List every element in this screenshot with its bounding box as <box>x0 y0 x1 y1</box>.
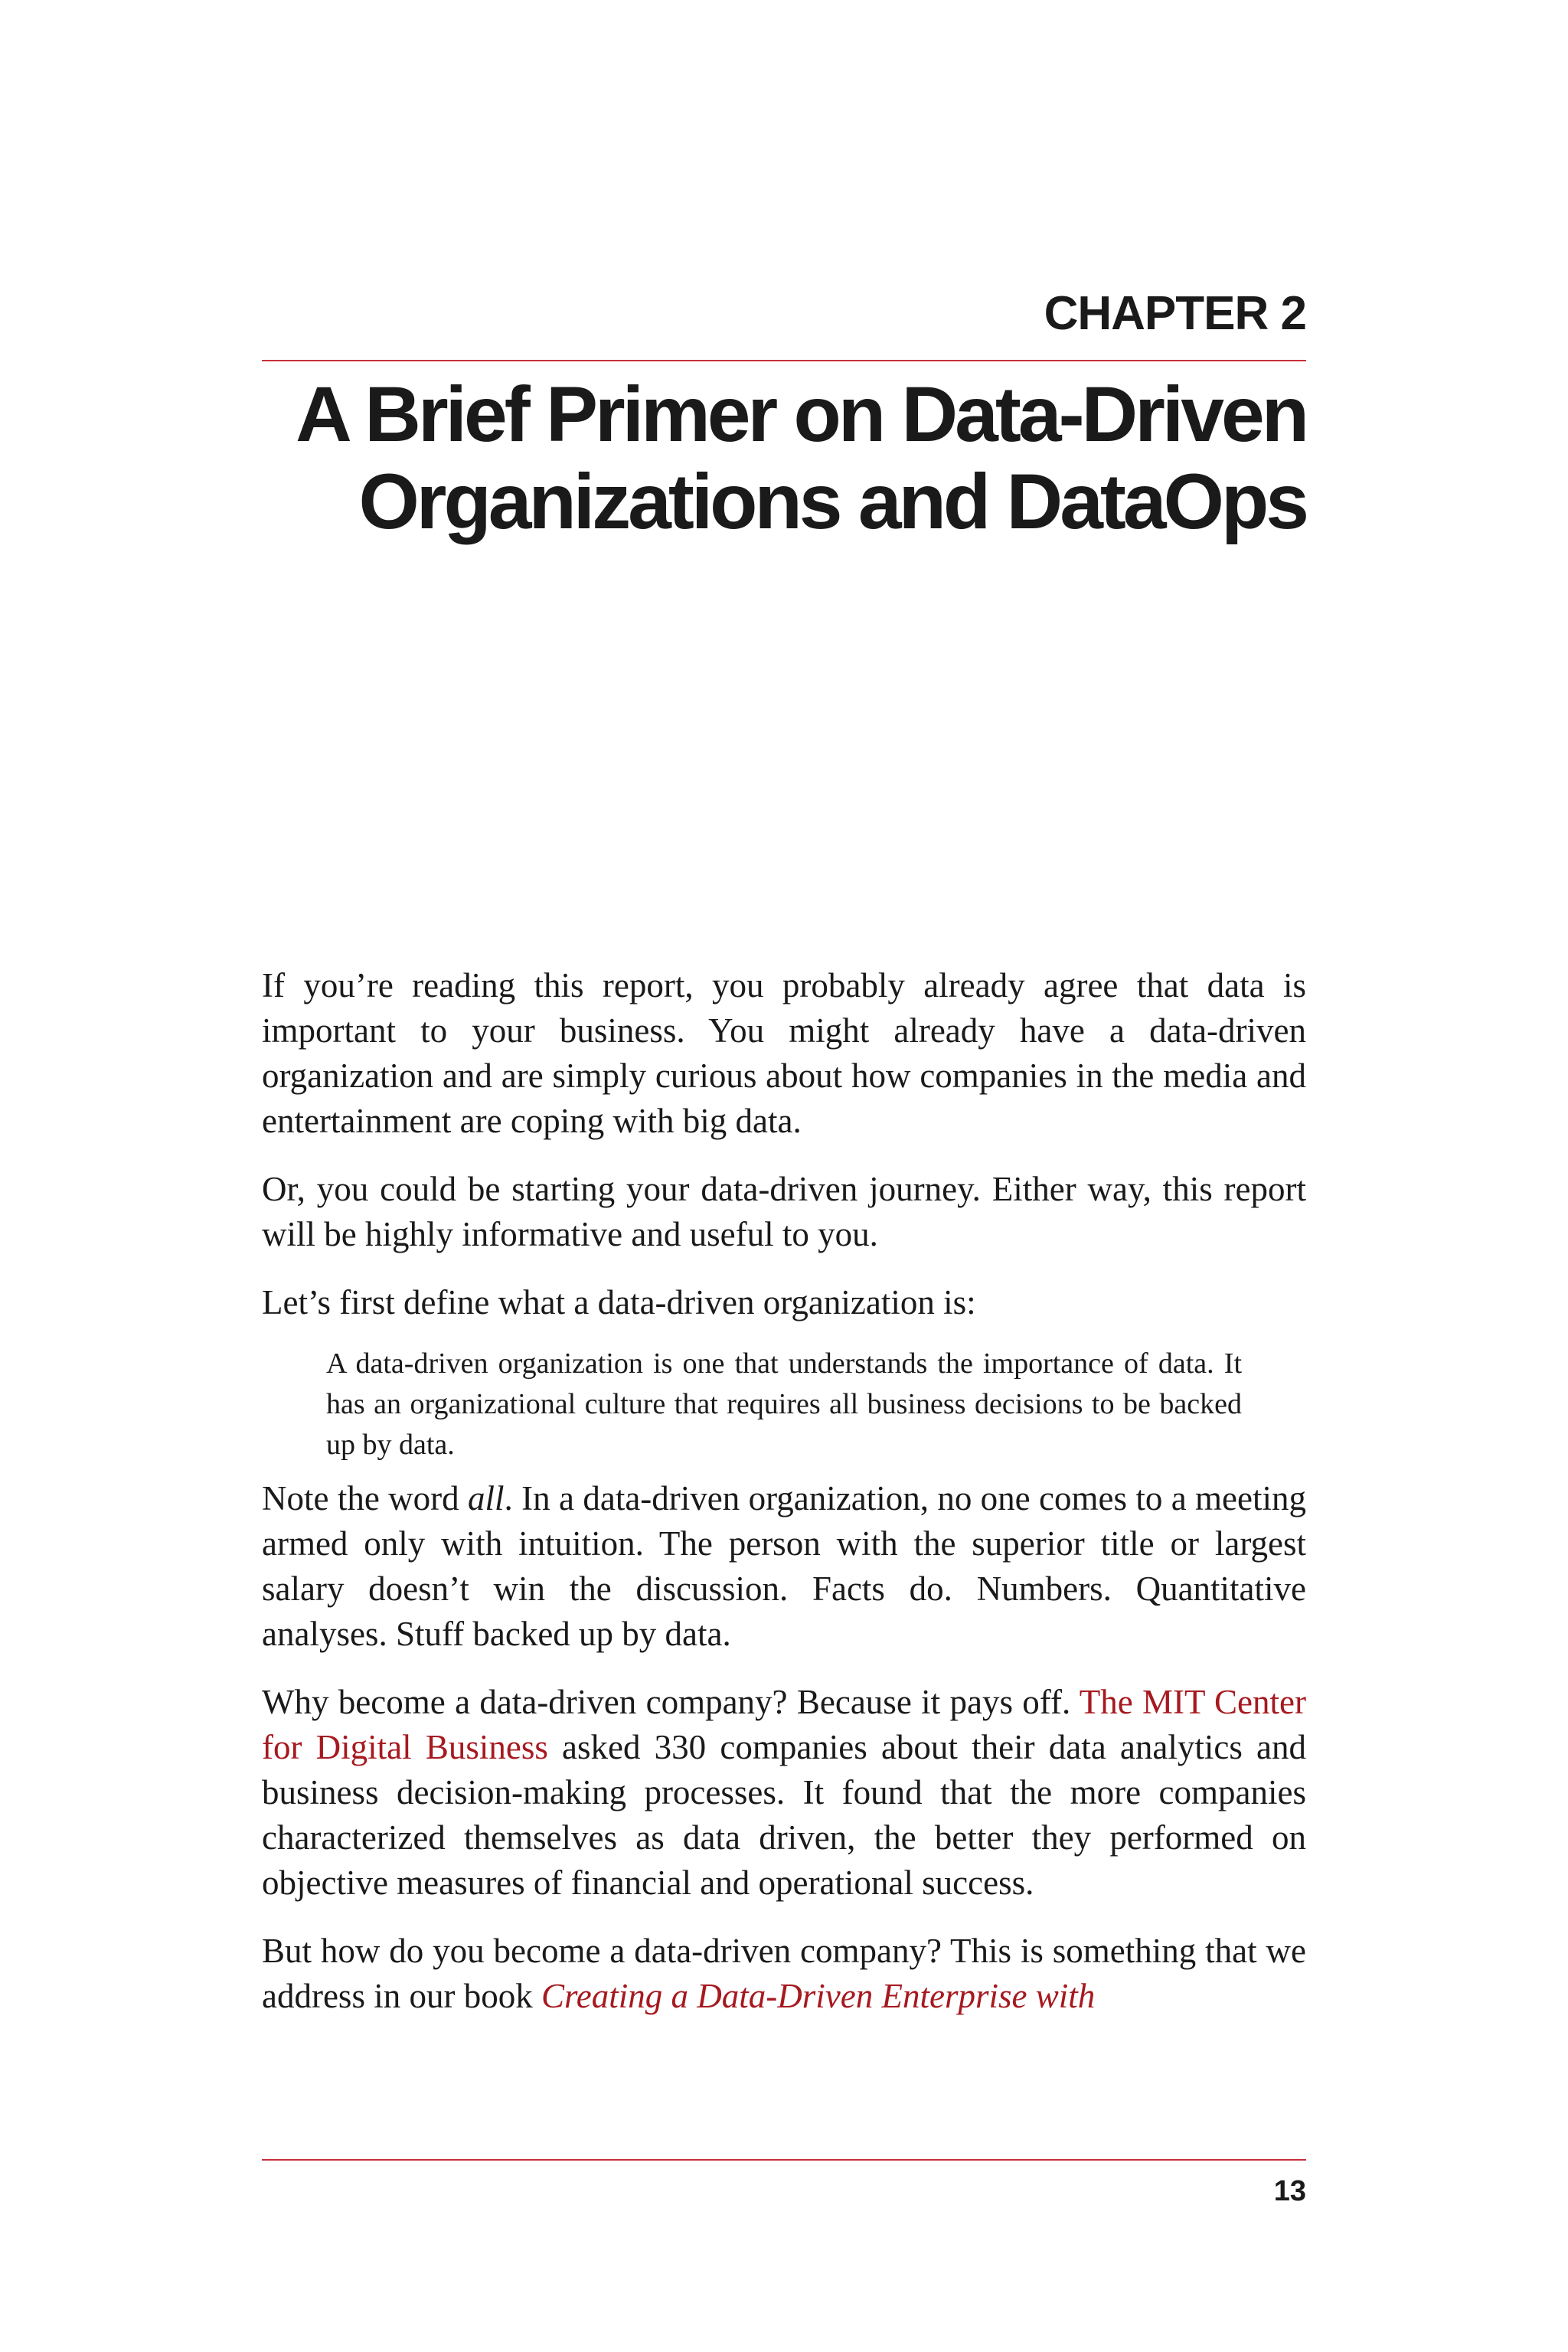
why-text-before: Why become a data-driven company? Because it pays off. <box>262 1683 1080 1721</box>
emphasis-all: all <box>468 1479 505 1517</box>
body-text <box>262 963 1306 2042</box>
note-text-before: Note the word <box>262 1479 469 1517</box>
chapter-title-line-2: Organizations and DataOps <box>358 458 1306 545</box>
footer-divider <box>262 2159 1306 2161</box>
book-title-link[interactable]: Creating a Data-Driven Enterprise with <box>541 1977 1096 2015</box>
paragraph-journey: Or, you could be starting your data-driven journey. Either way, this report will be highly informative and useful to you. <box>262 1170 1306 1253</box>
chapter-divider <box>262 360 1306 361</box>
paragraph-note-all <box>262 1476 1306 1657</box>
chapter-title-line-1: A Brief Primer on Data-Driven <box>296 371 1306 458</box>
paragraph-why <box>262 1680 1306 1906</box>
chapter-title <box>262 371 1306 545</box>
page-number: 13 <box>1273 2175 1306 2207</box>
note-text-after: . In a data-driven organization, no one comes to a meeting armed only with intuition. The person with the superior title or largest salary doesn’t win the discussion. Facts do. Numbers. Quantitative analyses. Stuff backed up by data. <box>262 1479 1306 1653</box>
why-text-after: asked 330 companies about their data analytics and business decision-making processes. It found that the more companies characterized themselves as data driven, the better they performed on objective measures of financial and operational success. <box>262 1728 1306 1902</box>
definition-quote: A data-driven organization is one that understands the importance of data. It has an organizational culture that requires all business decisions to be backed up by data. <box>326 1348 1242 1461</box>
chapter-label: CHAPTER 2 <box>1044 287 1306 340</box>
mit-center-link[interactable]: The MIT Center for Digital Business <box>262 1683 1306 1766</box>
paragraph-definition-lead: Let’s first define what a data-driven organization is: <box>262 1283 976 1321</box>
how-text-before: But how do you become a data-driven company? This is something that we address in our book <box>262 1932 1306 2015</box>
paragraph-how <box>262 1929 1306 2019</box>
paragraph-intro: If you’re reading this report, you probably already agree that data is important to your business. You might already have a data-driven organization and are simply curious about how companies in the media and entertainment are coping with big data. <box>262 966 1306 1140</box>
